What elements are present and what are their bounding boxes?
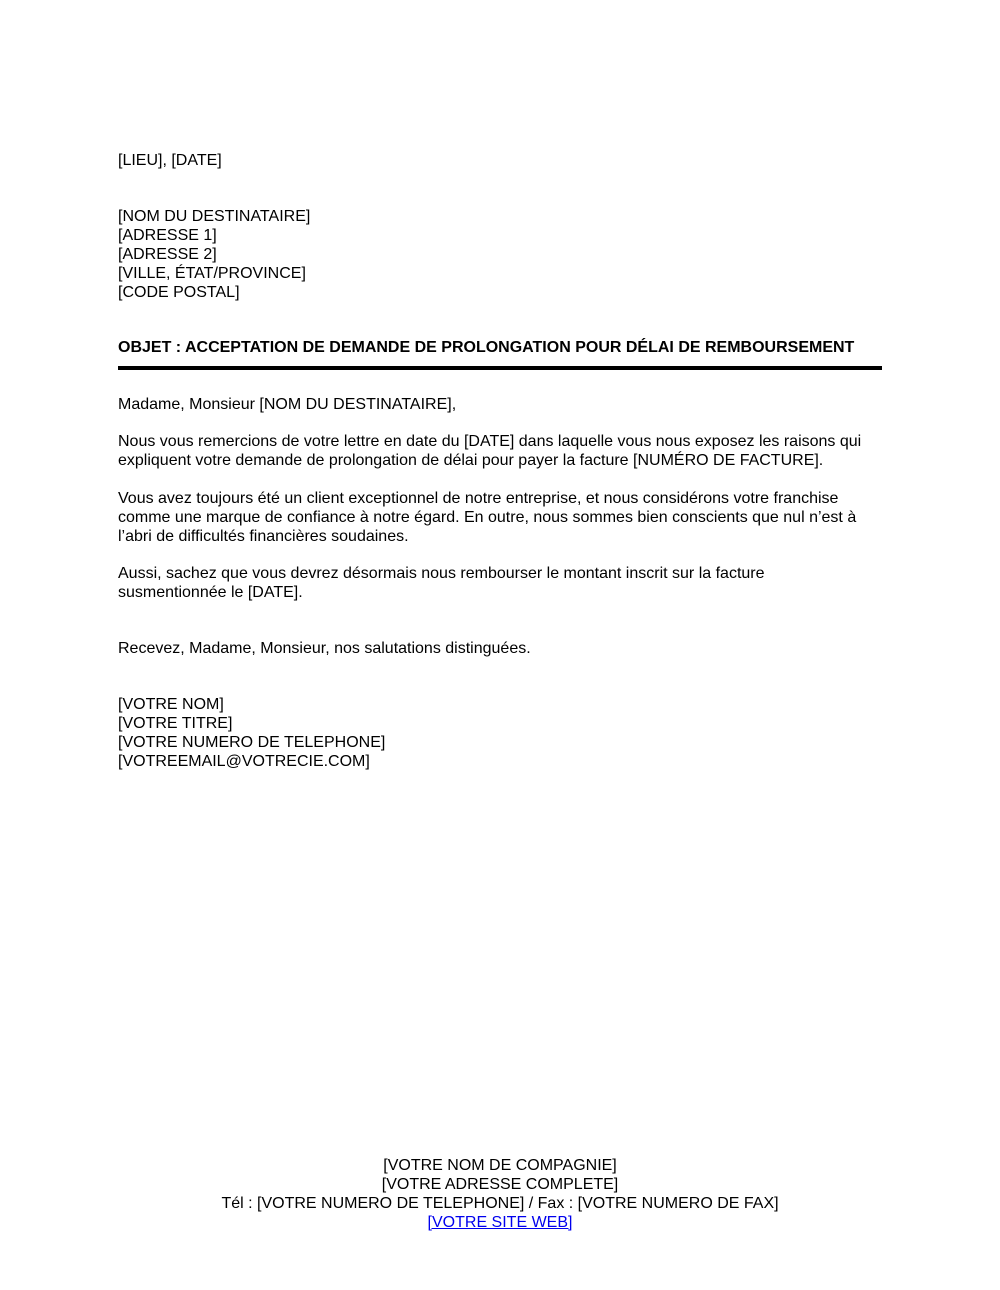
signature-block [118, 695, 385, 771]
subject-divider [118, 366, 882, 370]
paragraph-line: Vous avez toujours été un client exceptionnel de notre entreprise, et nous considérons votre franchise [118, 490, 839, 507]
paragraph [118, 564, 765, 602]
recipient-line: [VILLE, ÉTAT/PROVINCE] [118, 265, 306, 282]
place-date: [LIEU], [DATE] [118, 152, 222, 169]
paragraph [118, 432, 861, 470]
signature-email: [VOTREEMAIL@VOTRECIE.COM] [118, 753, 370, 770]
paragraph-line: comme une marque de confiance à notre égard. En outre, nous sommes bien conscients que nul n’est à [118, 509, 857, 526]
footer-address: [VOTRE ADRESSE COMPLETE] [381, 1176, 619, 1193]
closing: Recevez, Madame, Monsieur, nos salutations distinguées. [118, 640, 531, 657]
recipient-line: [ADRESSE 1] [118, 227, 217, 244]
recipient-line: [NOM DU DESTINATAIRE] [118, 208, 311, 225]
footer [0, 1156, 1000, 1232]
subject-line: OBJET : ACCEPTATION DE DEMANDE DE PROLONGATION POUR DÉLAI DE REMBOURSEMENT [118, 339, 855, 356]
paragraph-line: susmentionnée le [DATE]. [118, 584, 303, 601]
signature-phone: [VOTRE NUMERO DE TELEPHONE] [118, 734, 386, 751]
recipient-line: [CODE POSTAL] [118, 284, 240, 301]
paragraph [118, 489, 856, 546]
footer-phone-fax: Tél : [VOTRE NUMERO DE TELEPHONE] / Fax : [VOTRE NUMERO DE FAX] [221, 1195, 779, 1212]
paragraph-line: Nous vous remercions de votre lettre en date du [DATE] dans laquelle vous nous exposez les raisons qui [118, 433, 862, 450]
footer-company: [VOTRE NOM DE COMPAGNIE] [383, 1157, 617, 1174]
salutation: Madame, Monsieur [NOM DU DESTINATAIRE], [118, 396, 457, 413]
footer-website-link[interactable]: [VOTRE SITE WEB] [427, 1214, 573, 1231]
signature-title: [VOTRE TITRE] [118, 715, 233, 732]
recipient-address [118, 207, 310, 302]
signature-name: [VOTRE NOM] [118, 696, 224, 713]
recipient-line: [ADRESSE 2] [118, 246, 217, 263]
paragraph-line: l’abri de difficultés financières soudaines. [118, 528, 409, 545]
paragraph-line: expliquent votre demande de prolongation de délai pour payer la facture [NUMÉRO DE FACTURE]. [118, 452, 824, 469]
paragraph-line: Aussi, sachez que vous devrez désormais nous rembourser le montant inscrit sur la facture [118, 565, 765, 582]
